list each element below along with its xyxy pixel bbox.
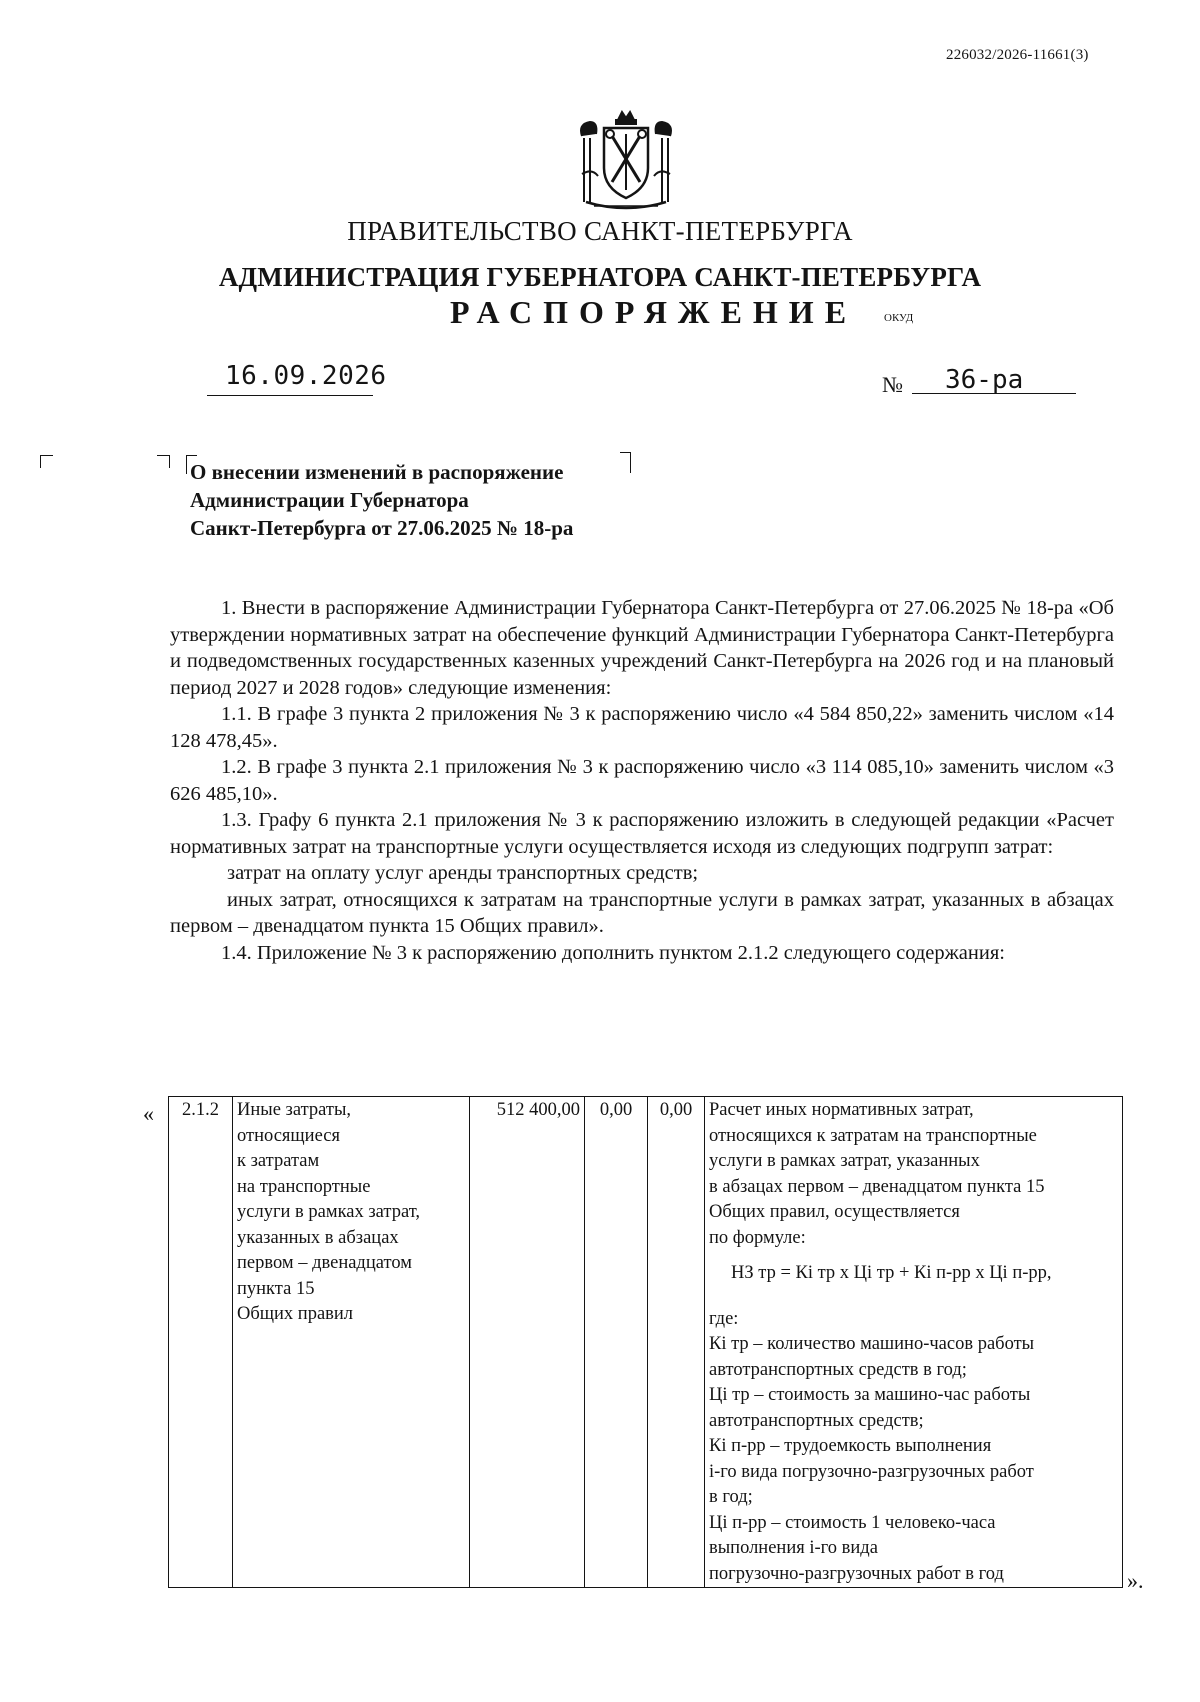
calc-line: Цi п-рр – стоимость 1 человеко-часа — [709, 1512, 996, 1533]
inserted-table — [168, 1096, 1123, 1588]
calc-line: по формуле: — [709, 1227, 806, 1248]
body-paragraph: 1.2. В графе 3 пункта 2.1 приложения № 3 к распоряжению число «3 114 085,10» заменить числом «3 626 485,10». — [170, 756, 1114, 805]
date-underline — [207, 395, 373, 396]
subject-line: Администрации Губернатора — [190, 488, 469, 512]
order-number: 36-ра — [945, 365, 1024, 395]
cell-value-2027: 0,00 — [585, 1097, 648, 1588]
order-body — [170, 595, 1114, 966]
formula: НЗ тр = Кi тр x Цi тр + Кi п-рр x Цi п-рр, — [731, 1263, 1052, 1283]
opening-quote: « — [143, 1101, 154, 1126]
calc-line: выполнения i-го вида — [709, 1538, 878, 1558]
closing-quote: ». — [1127, 1568, 1144, 1593]
body-paragraph: 1. Внести в распоряжение Администрации Губернатора Санкт-Петербурга от 27.06.2025 № 18-ра «Об утверждении нормативных затрат на обеспечение функций Администрации Губернатора Санкт-Петербурга и подведомственных государственных казенных учреждений Санкт-Петербурга на 2026 год и на плановый период 2027 и 2028 годов» следующие изменения: — [170, 597, 1114, 699]
calc-line: автотранспортных средств в год; — [709, 1359, 967, 1380]
calc-line: услуги в рамках затрат, указанных — [709, 1151, 980, 1171]
order-subject — [190, 458, 573, 542]
subject-line: Санкт-Петербурга от 27.06.2025 № 18-ра — [190, 516, 574, 540]
name-line: пункта 15 — [237, 1278, 315, 1299]
corner-bracket-right — [620, 452, 631, 473]
cell-item-name — [233, 1097, 470, 1588]
table-row — [169, 1097, 1123, 1588]
calc-line: погрузочно-разгрузочных работ в год — [709, 1563, 1004, 1584]
calc-line: Кi п-рр – трудоемкость выполнения — [709, 1436, 992, 1456]
order-date: 16.09.2026 — [225, 361, 387, 391]
corner-bracket-mid-right — [157, 455, 170, 468]
corner-bracket-left — [40, 455, 53, 468]
cell-value-2026: 512 400,00 — [470, 1097, 585, 1588]
body-paragraph: 1.1. В графе 3 пункта 2 приложения № 3 к распоряжению число «4 584 850,22» заменить числом «14 128 478,45». — [170, 703, 1114, 752]
name-line: относящиеся — [237, 1125, 340, 1146]
okud-label: ОКУД — [884, 312, 914, 324]
calc-line: i-го вида погрузочно-разгрузочных работ — [709, 1461, 1034, 1482]
calc-line: Общих правил, осуществляется — [709, 1202, 960, 1222]
body-paragraph: 1.3. Графу 6 пункта 2.1 приложения № 3 к распоряжению изложить в следующей редакции «Расчет нормативных затрат на транспортные услуги осуществляется исходя из следующих подгрупп затрат: — [170, 809, 1114, 858]
body-paragraph: затрат на оплату услуг аренды транспортных средств; — [227, 862, 699, 884]
calc-line: Расчет иных нормативных затрат, — [709, 1100, 974, 1120]
name-line: к затратам — [237, 1151, 320, 1171]
name-line: первом – двенадцатом — [237, 1253, 412, 1273]
number-underline — [912, 393, 1076, 394]
cell-calculation — [705, 1097, 1123, 1588]
cell-item-number: 2.1.2 — [169, 1097, 233, 1588]
body-paragraph: 1.4. Приложение № 3 к распоряжению дополнить пунктом 2.1.2 следующего содержания: — [221, 941, 1005, 964]
number-sign: № — [882, 372, 903, 397]
administration-title: АДМИНИСТРАЦИЯ ГУБЕРНАТОРА САНКТ-ПЕТЕРБУРГА — [218, 262, 982, 292]
calc-line: в абзацах первом – двенадцатом пункта 15 — [709, 1176, 1045, 1197]
subject-line: О внесении изменений в распоряжение — [190, 460, 564, 484]
calc-line: в год; — [709, 1487, 753, 1507]
calc-line: относящихся к затратам на транспортные — [709, 1125, 1037, 1146]
document-type-title: РАСПОРЯЖЕНИЕ — [450, 294, 858, 330]
body-paragraph: иных затрат, относящихся к затратам на транспортные услуги в рамках затрат, указанных в абзацах первом – двенадцатом пункта 15 Общих правил». — [170, 888, 1114, 937]
name-line: Иные затраты, — [237, 1100, 351, 1120]
coat-of-arms-icon — [574, 110, 678, 214]
name-line: указанных в абзацах — [237, 1227, 399, 1248]
name-line: на транспортные — [237, 1176, 371, 1197]
calc-line: автотранспортных средств; — [709, 1410, 924, 1431]
calc-line: Цi тр – стоимость за машино-час работы — [709, 1385, 1031, 1405]
calc-line: где: — [709, 1308, 739, 1329]
name-line: Общих правил — [237, 1304, 354, 1324]
cell-value-2028: 0,00 — [648, 1097, 705, 1588]
document-registration-number: 226032/2026-11661(3) — [946, 47, 1089, 63]
name-line: услуги в рамках затрат, — [237, 1202, 421, 1222]
government-title: ПРАВИТЕЛЬСТВО САНКТ-ПЕТЕРБУРГА — [347, 216, 853, 246]
calc-line: Кi тр – количество машино-часов работы — [709, 1334, 1035, 1354]
